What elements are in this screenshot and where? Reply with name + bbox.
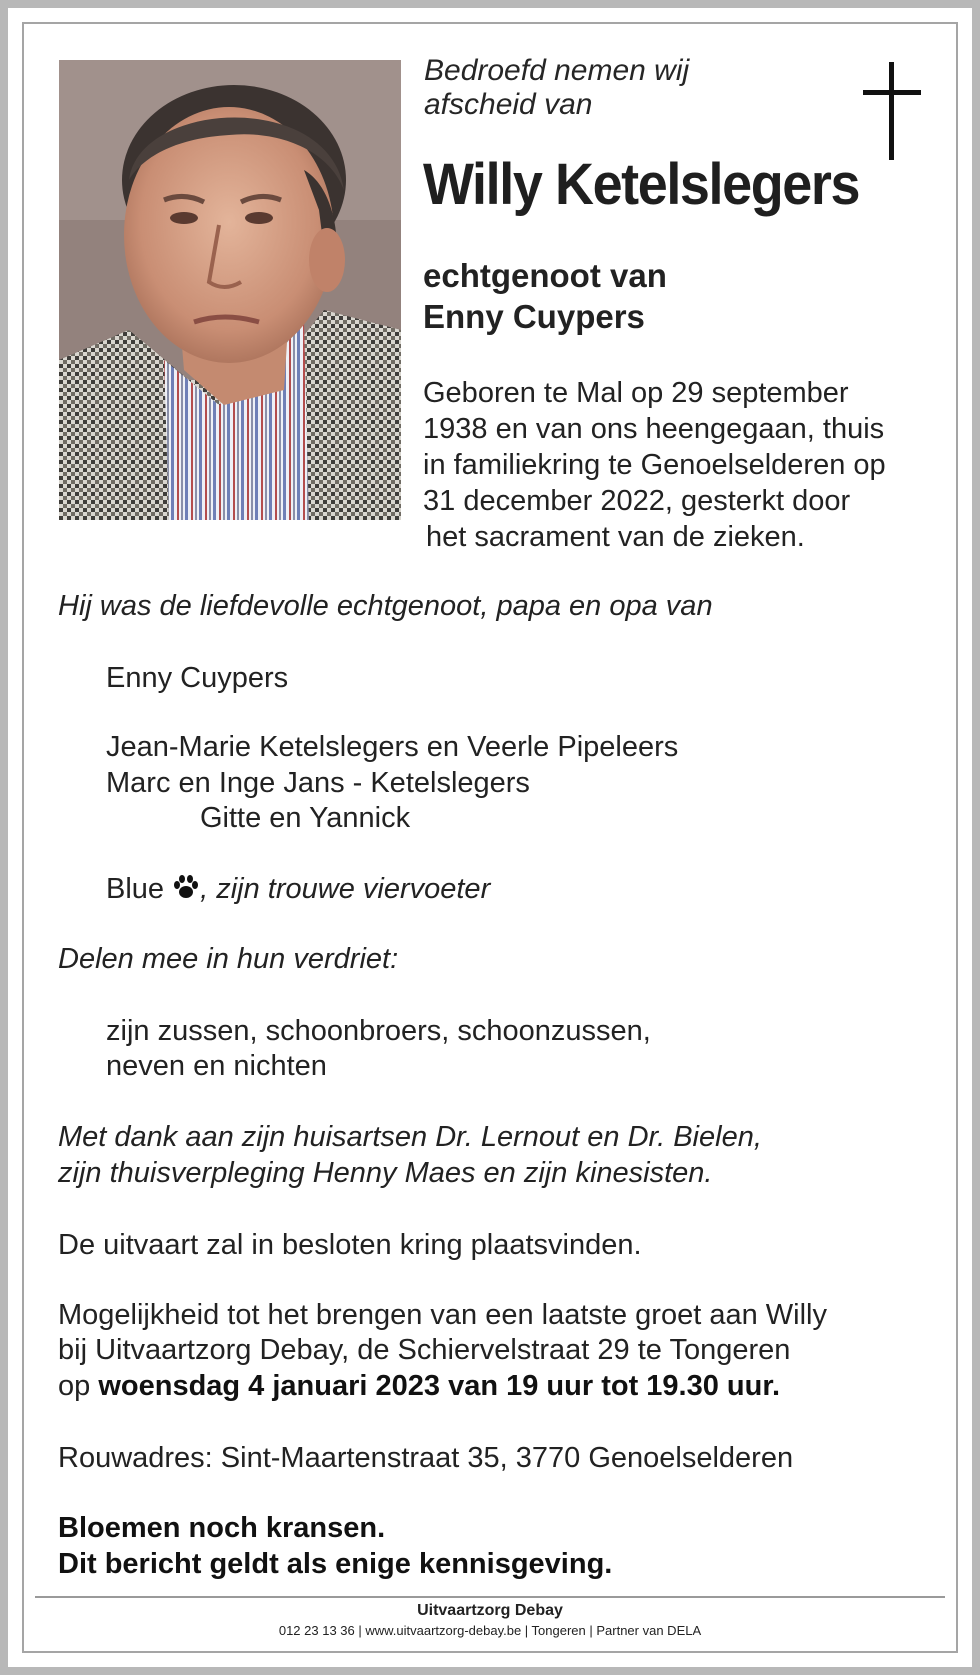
spouse-line-2: Enny Cuypers [423, 298, 645, 335]
thanks-line: zijn thuisverpleging Henny Maes en zijn kinesisten. [58, 1157, 713, 1189]
funeral-text: De uitvaart zal in besloten kring plaatsvinden. [58, 1229, 642, 1261]
mourners-heading: Delen mee in hun verdriet: [58, 943, 399, 975]
family-child: Marc en Inge Jans - Ketelslegers [106, 767, 530, 799]
family-child: Jean-Marie Ketelslegers en Veerle Pipeleers [106, 731, 679, 763]
biography-line: Geboren te Mal op 29 september [423, 377, 849, 409]
visitation-prefix: op [58, 1370, 99, 1402]
mourners-line: zijn zussen, schoonbroers, schoonzussen, [106, 1015, 651, 1047]
visitation-line [58, 1368, 780, 1404]
family-grandchildren: Gitte en Yannick [200, 802, 411, 834]
mourners-line: neven en nichten [106, 1050, 327, 1082]
biography [423, 375, 923, 555]
biography-line: 31 december 2022, gesterkt door [423, 485, 851, 517]
deceased-name: Willy Ketelslegers [423, 152, 860, 217]
footer-info: 012 23 13 36 | www.uitvaartzorg-debay.be | Tongeren | Partner van DELA [278, 1623, 702, 1638]
biography-line: in familiekring te Genoelselderen op [423, 449, 886, 481]
closing-line: Bloemen noch kransen. [58, 1512, 386, 1544]
footer-company: Uitvaartzorg Debay [417, 1602, 563, 1619]
visitation-line: bij Uitvaartzorg Debay, de Schiervelstraat 29 te Tongeren [58, 1334, 791, 1366]
visitation-datetime: woensdag 4 januari 2023 van 19 uur tot 19.30 uur. [98, 1370, 781, 1402]
intro-line-1: Bedroefd nemen wij [424, 54, 690, 87]
family-pet [106, 871, 490, 907]
spouse-line-1: echtgenoot van [423, 257, 667, 294]
paw-icon [172, 873, 200, 901]
visitation-line: Mogelijkheid tot het brengen van een laatste groet aan Willy [58, 1299, 827, 1331]
family-heading: Hij was de liefdevolle echtgenoot, papa en opa van [58, 590, 713, 622]
pet-description: , zijn trouwe viervoeter [200, 873, 491, 905]
mourning-address: Rouwadres: Sint-Maartenstraat 35, 3770 Genoelselderen [58, 1442, 794, 1474]
thanks-line: Met dank aan zijn huisartsen Dr. Lernout en Dr. Bielen, [58, 1121, 762, 1153]
intro-line-2: afscheid van [424, 88, 593, 121]
biography-line: 1938 en van ons heengegaan, thuis [423, 413, 885, 445]
closing-line: Dit bericht geldt als enige kennisgeving. [58, 1548, 613, 1580]
pet-name: Blue [106, 873, 165, 905]
cross-icon [863, 62, 921, 160]
footer-divider [35, 1596, 945, 1598]
family-spouse: Enny Cuypers [106, 662, 289, 694]
biography-line: het sacrament van de zieken. [426, 521, 805, 553]
intro-text [424, 54, 689, 122]
spouse-block [423, 255, 667, 337]
portrait-photo [59, 60, 401, 520]
